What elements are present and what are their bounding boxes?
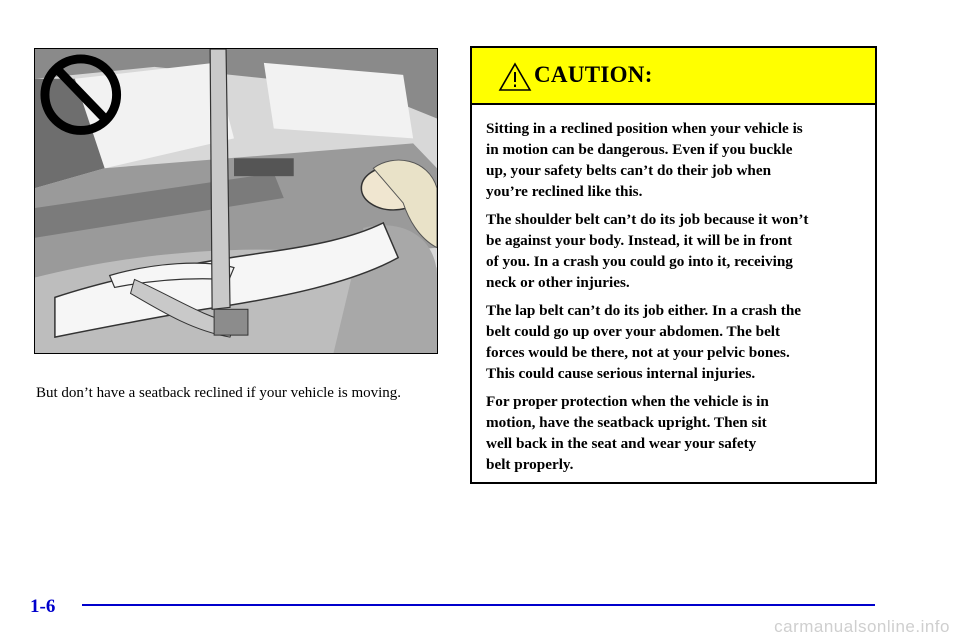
caution-header (472, 48, 875, 105)
caution-paragraph: The shoulder belt can’t do its job because it won’t be against your body. Instead, it will be in front of you. In a crash you could go into it, receiving neck or other injuries. (486, 211, 809, 291)
page-number: 1-6 (30, 596, 56, 617)
caution-body (472, 105, 875, 475)
warning-triangle-icon (498, 62, 532, 92)
footer-rule (82, 604, 875, 606)
caution-paragraph: For proper protection when the vehicle is in motion, have the seatback upright. Then sit well back in the seat and wear your safety belt properly. (486, 393, 769, 473)
caution-paragraph: The lap belt can’t do its job either. In a crash the belt could go up over your abdomen. The belt forces would be there, not at your pelvic bones. This could cause serious internal injuries. (486, 302, 802, 382)
caution-box (470, 46, 877, 484)
illustration-caption: But don’t have a seatback reclined if your vehicle is moving. (36, 385, 402, 401)
watermark: carmanualsonline.info (774, 617, 950, 636)
reclined-passenger-illustration (34, 48, 438, 354)
caution-paragraph: Sitting in a reclined position when your vehicle is in motion can be dangerous. Even if you buckle up, your safety belts can’t do their job when you’re reclined like this. (486, 120, 803, 200)
caution-title: CAUTION: (534, 62, 653, 87)
